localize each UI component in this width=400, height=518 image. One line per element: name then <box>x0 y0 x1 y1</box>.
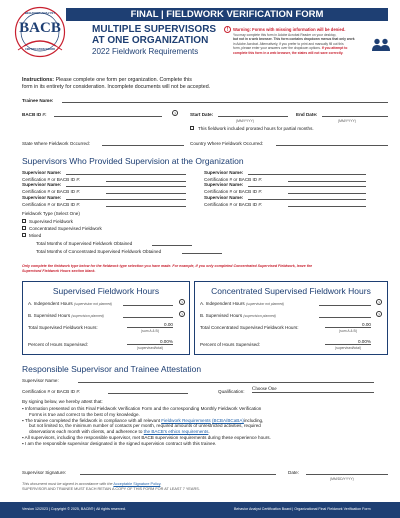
bcba-bcaba-link[interactable]: (BCBA/BCaBA) <box>212 417 244 423</box>
attest-bullets: ▪ Information presented on this Final Fieldwork Verification Form and the corresponding Monthly Fieldwork Verification Forms is true and correct to the best of my knowledge. ▪ The trainee completed the fieldwork in compliance with all relevant Fieldwork Requirements (BCBA/BCaBA)including, but not limited to, the minimum number of contacts per month, required amounts of unrestricted activities, required observations each month with clients, and adherence to the BACB's ethics requirements. ▪ All supervisors, including the responsible supervisor, met BACB supervision requirements during these experience hours. ▪ I am the responsible supervisor designated in the signed supervision contract with this trainee. <box>22 406 388 447</box>
trainee-name-label: Trainee Name: <box>22 98 54 103</box>
form-title-line1: MULTIPLE SUPERVISORS <box>92 24 217 35</box>
sig-date-format: (MM/DD/YYYY) <box>330 477 354 481</box>
supervisor-6-name-field[interactable] <box>248 195 366 200</box>
conc-total-label: Total Concentrated Supervised Fieldwork Hours: <box>200 325 299 330</box>
mixed-concentrated-months-label: Total Months of Concentrated Supervised Fieldwork Obtained <box>36 249 162 254</box>
supervisor-3-name-label: Supervisor Name: <box>22 182 62 187</box>
supervisor-2-name-label: Supervisor Name: <box>204 170 244 175</box>
supervised-hours-box <box>22 281 190 355</box>
att-supervisor-name-label: Supervisor Name: <box>22 378 59 383</box>
end-date-field[interactable] <box>322 112 388 117</box>
conc-independent-help-icon[interactable]: ? <box>377 300 381 305</box>
supervisor-5-name-label: Supervisor Name: <box>22 195 62 200</box>
conc-independent-label: A. Independent Hours (supervision not planned) <box>200 301 285 306</box>
sup-total-value: 0.00 <box>127 322 173 328</box>
mixed-supervised-months-label: Total Months of Supervised Fieldwork Obtained <box>36 241 133 246</box>
instructions: Instructions: Please complete one form per organization. Complete this form in its entirety for consideration. Incomplete documents will not be accepted. <box>22 77 211 90</box>
sup-total-note: (sum A & B) <box>141 329 159 333</box>
sup-independent-help-icon[interactable]: ? <box>180 300 184 305</box>
conc-percent-value: 0.00% <box>325 339 371 345</box>
supervisor-6-name-label: Supervisor Name: <box>204 195 244 200</box>
supervisor-3-cert-field[interactable] <box>106 189 186 194</box>
start-date-field[interactable] <box>218 112 288 117</box>
mixed-option: Mixed <box>29 233 42 238</box>
ethics-requirements-link[interactable]: the BACB's ethics requirements <box>143 429 209 435</box>
supervisor-5-cert-field[interactable] <box>106 202 186 207</box>
sup-independent-field[interactable] <box>123 301 173 306</box>
supervisor-2-cert-label: Certification # or BACB ID #: <box>204 177 263 182</box>
mixed-concentrated-months-field[interactable] <box>182 249 222 254</box>
end-date-format: (MM/YYYY) <box>338 119 356 123</box>
qualification-label: Qualification: <box>218 389 245 394</box>
signature-label: Supervisor Signature: <box>22 470 67 475</box>
att-certification-field[interactable] <box>108 389 188 394</box>
concentrated-fieldwork-checkbox[interactable] <box>22 226 26 230</box>
attest-intro: By signing below, we hereby attest that: <box>22 399 103 404</box>
supervisor-5-name-field[interactable] <box>66 195 186 200</box>
supervisor-4-name-field[interactable] <box>248 182 366 187</box>
warning-title: Warning: Forms with missing information will be denied. <box>233 27 346 32</box>
supervisor-4-cert-field[interactable] <box>288 189 366 194</box>
sup-percent-value: 0.00% <box>127 339 173 345</box>
supervisor-6-cert-field[interactable] <box>288 202 366 207</box>
fieldwork-type-note: Only complete the fieldwork type below for the fieldwork type selection you have made. For example, if you only completed Concentrated Supervised Fieldwork, leave the Supervised Fieldwork Hours section blank. <box>22 264 313 273</box>
att-certification-label: Certification # or BACB ID #: <box>22 389 81 394</box>
sup-supervised-help-icon[interactable]: ? <box>180 312 184 317</box>
prorated-checkbox[interactable] <box>190 126 194 130</box>
conc-total-note: (sum A & B) <box>339 329 357 333</box>
attest-bullet-1: ▪ Information presented on this Final Fieldwork Verification Form and the corresponding Monthly Fieldwork Verification <box>22 406 262 411</box>
supervisors-section-title: Supervisors Who Provided Supervision at the Organization <box>22 156 244 166</box>
logo-arc-bottom: CERTIFICATION BOARD <box>24 48 56 51</box>
qualification-select[interactable]: Choose One <box>252 387 374 393</box>
supervisor-1-name-field[interactable] <box>66 170 186 175</box>
att-supervisor-name-field[interactable] <box>78 378 374 383</box>
sup-total-label: Total Supervised Fieldwork Hours: <box>28 325 98 330</box>
signature-policy-link[interactable]: Acceptable Signature Policy <box>113 482 161 486</box>
bacb-logo <box>14 6 66 58</box>
prorated-label: This fieldwork included prorated hours for partial months. <box>198 126 314 131</box>
supervisor-3-name-field[interactable] <box>66 182 186 187</box>
bacb-id-field[interactable] <box>54 112 162 117</box>
logo-arc-top: BEHAVIOR ANALYST <box>24 11 56 15</box>
sig-date-label: Date: <box>288 470 299 475</box>
form-title-line2: AT ONE ORGANIZATION <box>92 35 209 46</box>
supervisor-3-cert-label: Certification # or BACB ID #: <box>22 189 81 194</box>
supervisor-2-name-field[interactable] <box>248 170 366 175</box>
supervised-fieldwork-checkbox[interactable] <box>22 219 26 223</box>
trainee-name-field[interactable] <box>62 98 388 103</box>
conc-supervised-label: B. Supervised Hours (supervision planned) <box>200 313 276 318</box>
end-date-label: End Date: <box>296 112 318 117</box>
supervisor-1-cert-label: Certification # or BACB ID #: <box>22 177 81 182</box>
sup-percent-note: (supervised/total) <box>136 346 163 350</box>
warning-text: You may complete this form in Adobe Acrobat Reader on your desktop, but not in a web browser. This form contains dropdown menus that only work in Adobe Acrobat. Alternatively, if you prefer to print and manually fill out this form, please enter your answers over the dropdown options. If you attempt to complete this form in a web browser, the states will not save correctly. <box>233 33 355 55</box>
state-field[interactable] <box>102 141 184 146</box>
form-banner: FINAL | FIELDWORK VERIFICATION FORM <box>66 8 388 21</box>
conc-independent-field[interactable] <box>319 301 371 306</box>
conc-percent-note: (supervised/total) <box>334 346 361 350</box>
conc-supervised-field[interactable] <box>319 313 371 318</box>
concentrated-hours-box <box>194 281 388 355</box>
warning-icon: ! <box>224 26 231 33</box>
signature-field[interactable] <box>80 470 276 475</box>
start-date-label: Start Date: <box>190 112 214 117</box>
attest-bullet-2: ▪ The trainee completed the fieldwork in compliance with all relevant Fieldwork Requirements (BCBA/BCaBA)including, <box>22 417 264 423</box>
conc-supervised-help-icon[interactable]: ? <box>377 312 381 317</box>
sup-supervised-field[interactable] <box>123 313 173 318</box>
fieldwork-requirements-link[interactable]: Fieldwork Requirements <box>161 417 211 423</box>
start-date-format: (MM/YYYY) <box>236 119 254 123</box>
bacb-id-label: BACB ID #: <box>22 112 47 117</box>
supervisor-5-cert-label: Certification # or BACB ID #: <box>22 202 81 207</box>
concentrated-hours-title: Concentrated Supervised Fieldwork Hours <box>211 286 371 296</box>
supervisor-6-cert-label: Certification # or BACB ID #: <box>204 202 263 207</box>
signature-notice: This document must be signed in accordance with the Acceptable Signature Policy. SUPERVISOR AND TRAINEE MUST EACH RETAIN A COPY OF THIS FORM FOR AT LEAST 7 YEARS. <box>22 482 200 491</box>
concentrated-fieldwork-option: Concentrated Supervised Fieldwork <box>29 226 102 231</box>
supervised-fieldwork-option: Supervised Fieldwork <box>29 219 73 224</box>
conc-percent-label: Percent of Hours Supervised: <box>200 342 261 347</box>
supervisor-4-cert-label: Certification # or BACB ID #: <box>204 189 263 194</box>
attestation-title: Responsible Supervisor and Trainee Attestation <box>22 364 202 374</box>
mixed-supervised-months-field[interactable] <box>152 241 192 246</box>
country-label: Country Where Fieldwork Occurred: <box>190 141 264 146</box>
form-subtitle: 2022 Fieldwork Requirements <box>92 47 199 56</box>
footer-left: Version 12/2023 | Copyright © 2025, BACB® | All rights reserved. <box>22 507 126 511</box>
country-field[interactable] <box>276 141 388 146</box>
logo-text: BACB <box>19 20 61 36</box>
supervisor-4-name-label: Supervisor Name: <box>204 182 244 187</box>
mixed-checkbox[interactable] <box>22 233 26 237</box>
attest-bullet-4: ▪ I am the responsible supervisor designated in the signed supervision contract with this trainee. <box>22 440 217 446</box>
people-icon <box>370 38 392 54</box>
conc-total-value: 0.00 <box>325 322 371 328</box>
footer-right: Behavior Analyst Certification Board | Organizational Final Fieldwork Verification Form <box>234 507 371 511</box>
sup-percent-label: Percent of Hours Supervised: <box>28 342 89 347</box>
supervised-hours-title: Supervised Fieldwork Hours <box>52 286 160 296</box>
attest-bullet-3: ▪ All supervisors, including the responsible supervisor, met BACB supervision requirements during these experience hours. <box>22 434 271 440</box>
state-label: State Where Fieldwork Occurred: <box>22 141 90 146</box>
sup-independent-label: A. Independent Hours (supervision not planned) <box>28 301 113 306</box>
supervisor-1-name-label: Supervisor Name: <box>22 170 62 175</box>
sig-date-field[interactable] <box>306 470 388 475</box>
help-icon[interactable]: ? <box>173 111 177 116</box>
fieldwork-type-label: Fieldwork Type (Select One) <box>22 211 80 216</box>
sup-supervised-label: B. Supervised Hours (supervision planned) <box>28 313 104 318</box>
